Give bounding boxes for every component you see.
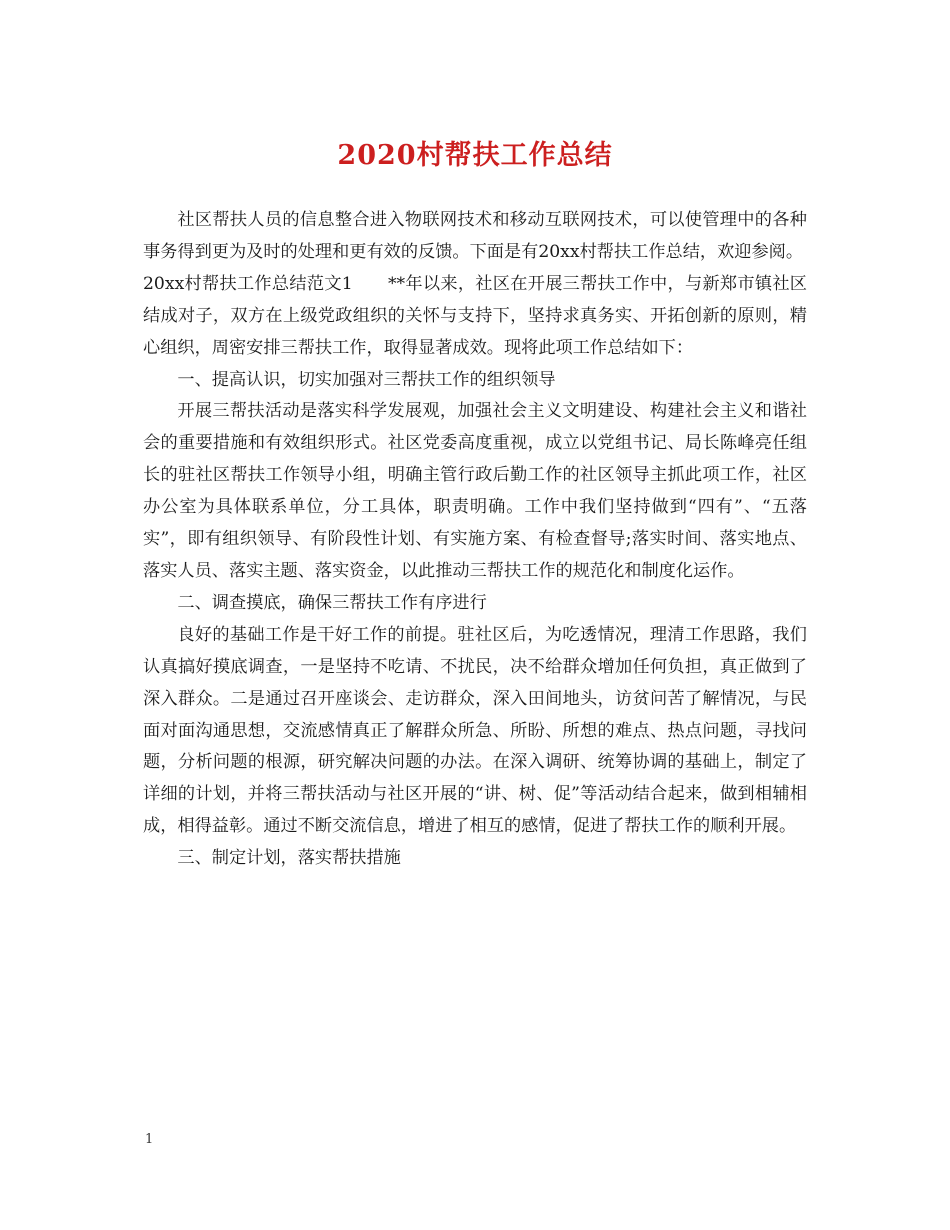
- paragraph-section-2: 良好的基础工作是干好工作的前提。驻社区后，为吃透情况，理清工作思路，我们认真搞好摸底调查，一是坚持不吃请、不扰民，决不给群众增加任何负担，真正做到了深入群众。二是通过召开座谈会、走访群众，深入田间地头，访贫问苦了解情况，与民面对面沟通思想，交流感情真正了解群众所急、所盼、所想的难点、热点问题，寻找问题，分析问题的根源，研究解决问题的办法。在深入调研、统筹协调的基础上，制定了详细的计划，并将三帮扶活动与社区开展的“讲、树、促”等活动结合起来，做到相辅相成，相得益彰。通过不断交流信息，增进了相互的感情，促进了帮扶工作的顺利开展。: [143, 624, 807, 837]
- section-heading-3: 三、制定计划，落实帮扶措施: [177, 848, 401, 869]
- paragraph-section-1: 开展三帮扶活动是落实科学发展观，加强社会主义文明建设、构建社会主义和谐社会的重要措施和有效组织形式。社区党委高度重视，成立以党组书记、局长陈峰亮任组长的驻社区帮扶工作领导小组，明确主管行政后勤工作的社区领导主抓此项工作，社区办公室为具体联系单位，分工具体，职责明确。工作中我们坚持做到“四有”、“五落实”，即有组织领导、有阶段性计划、有实施方案、有检查督导;落实时间、落实地点、落实人员、落实主题、落实资金，以此推动三帮扶工作的规范化和制度化运作。: [143, 401, 807, 581]
- document-title: 2020村帮扶工作总结: [337, 140, 613, 171]
- page-number: 1: [145, 1132, 154, 1147]
- paragraph-sample-heading: 20xx村帮扶工作总结范文1 **年以来，社区在开展三帮扶工作中，与新郑市镇社区结成对子，双方在上级党政组织的关怀与支持下，坚持求真务实、开拓创新的原则，精心组织，周密安排三帮扶工作，取得显著成效。现将此项工作总结如下：: [143, 273, 807, 358]
- paragraph-intro: 社区帮扶人员的信息整合进入物联网技术和移动互联网技术，可以使管理中的各种事务得到更为及时的处理和更有效的反馈。下面是有20xx村帮扶工作总结，欢迎参阅。: [143, 210, 807, 262]
- document-body: [143, 205, 807, 875]
- section-heading-2: 二、调查摸底，确保三帮扶工作有序进行: [177, 592, 487, 613]
- section-heading-1: 一、提高认识，切实加强对三帮扶工作的组织领导: [177, 369, 556, 390]
